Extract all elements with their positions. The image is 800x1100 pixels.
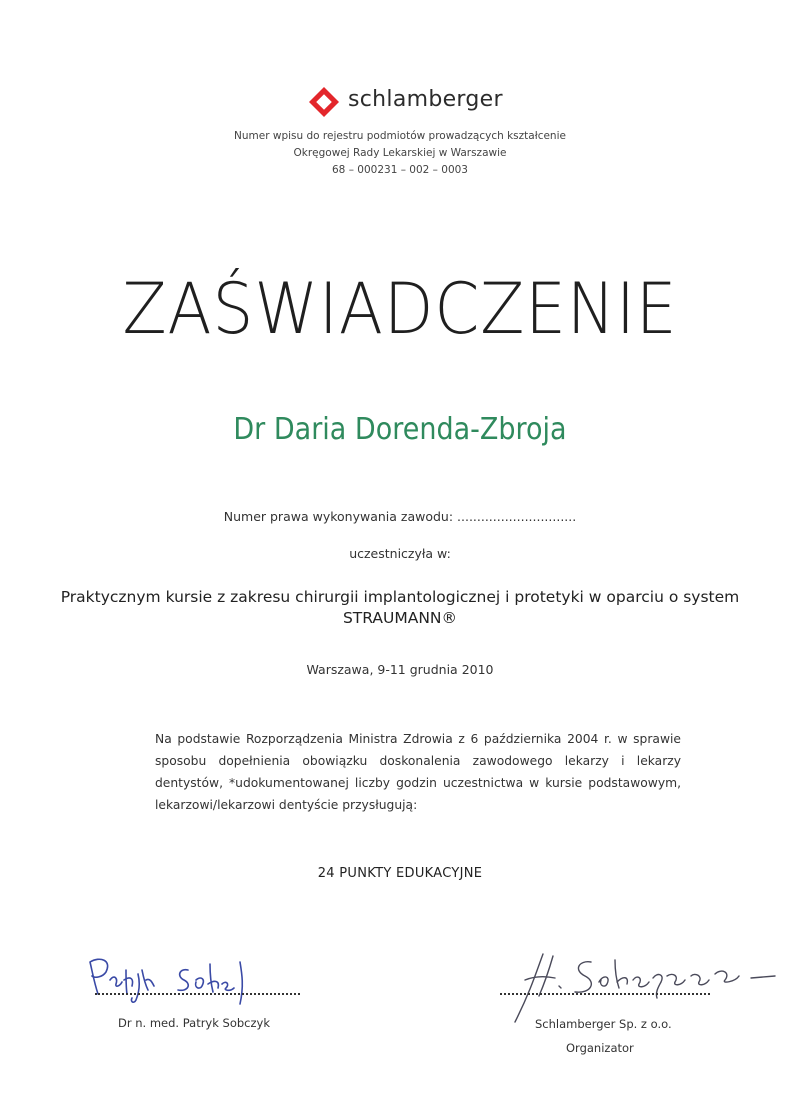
organizer-company-name: Schlamberger Sp. z o.o. [535, 1017, 672, 1031]
organizer-role-label: Organizator [566, 1041, 634, 1055]
participated-label: uczestniczyła w: [349, 546, 451, 561]
left-signatory-name: Dr n. med. Patryk Sobczyk [118, 1016, 271, 1030]
right-handwritten-signature [495, 946, 785, 1026]
registry-number: 68 – 000231 – 002 – 0003 [332, 164, 468, 176]
certificate-title: ZAŚWIADCZENIE [122, 268, 678, 350]
logo-text: schlamberger [348, 87, 503, 112]
left-handwritten-signature [80, 950, 310, 1010]
recipient-name: Dr Daria Dorenda-Zbroja [233, 412, 567, 447]
course-title-line-1: Praktycznym kursie z zakresu chirurgii implantologicznej i protetyki w oparciu o system [60, 588, 740, 606]
course-title-line-2: STRAUMANN® [342, 609, 458, 627]
company-logo [300, 82, 560, 122]
license-number-line: Numer prawa wykonywania zawodu: .............................. [223, 509, 577, 524]
legal-basis-paragraph: Na podstawie Rozporządzenia Ministra Zdrowia z 6 października 2004 r. w sprawie sposobu dopełnienia obowiązku doskonalenia zawodowego lekarzy i lekarzy dentystów, *udokumentowanej liczby godzin uczestnictwa w kursie podstawowym, lekarzowi/lekarzowi dentyście przysługują: [155, 732, 681, 812]
place-and-date: Warszawa, 9-11 grudnia 2010 [306, 662, 494, 677]
education-points: 24 PUNKTY EDUKACYJNE [317, 866, 483, 881]
registry-line-1: Numer wpisu do rejestru podmiotów prowadzących kształcenie [234, 130, 566, 142]
registry-line-2: Okręgowej Rady Lekarskiej w Warszawie [293, 147, 507, 159]
left-signature-line [95, 993, 300, 995]
logo-mark-icon [308, 86, 340, 118]
right-signature-line [500, 993, 710, 995]
